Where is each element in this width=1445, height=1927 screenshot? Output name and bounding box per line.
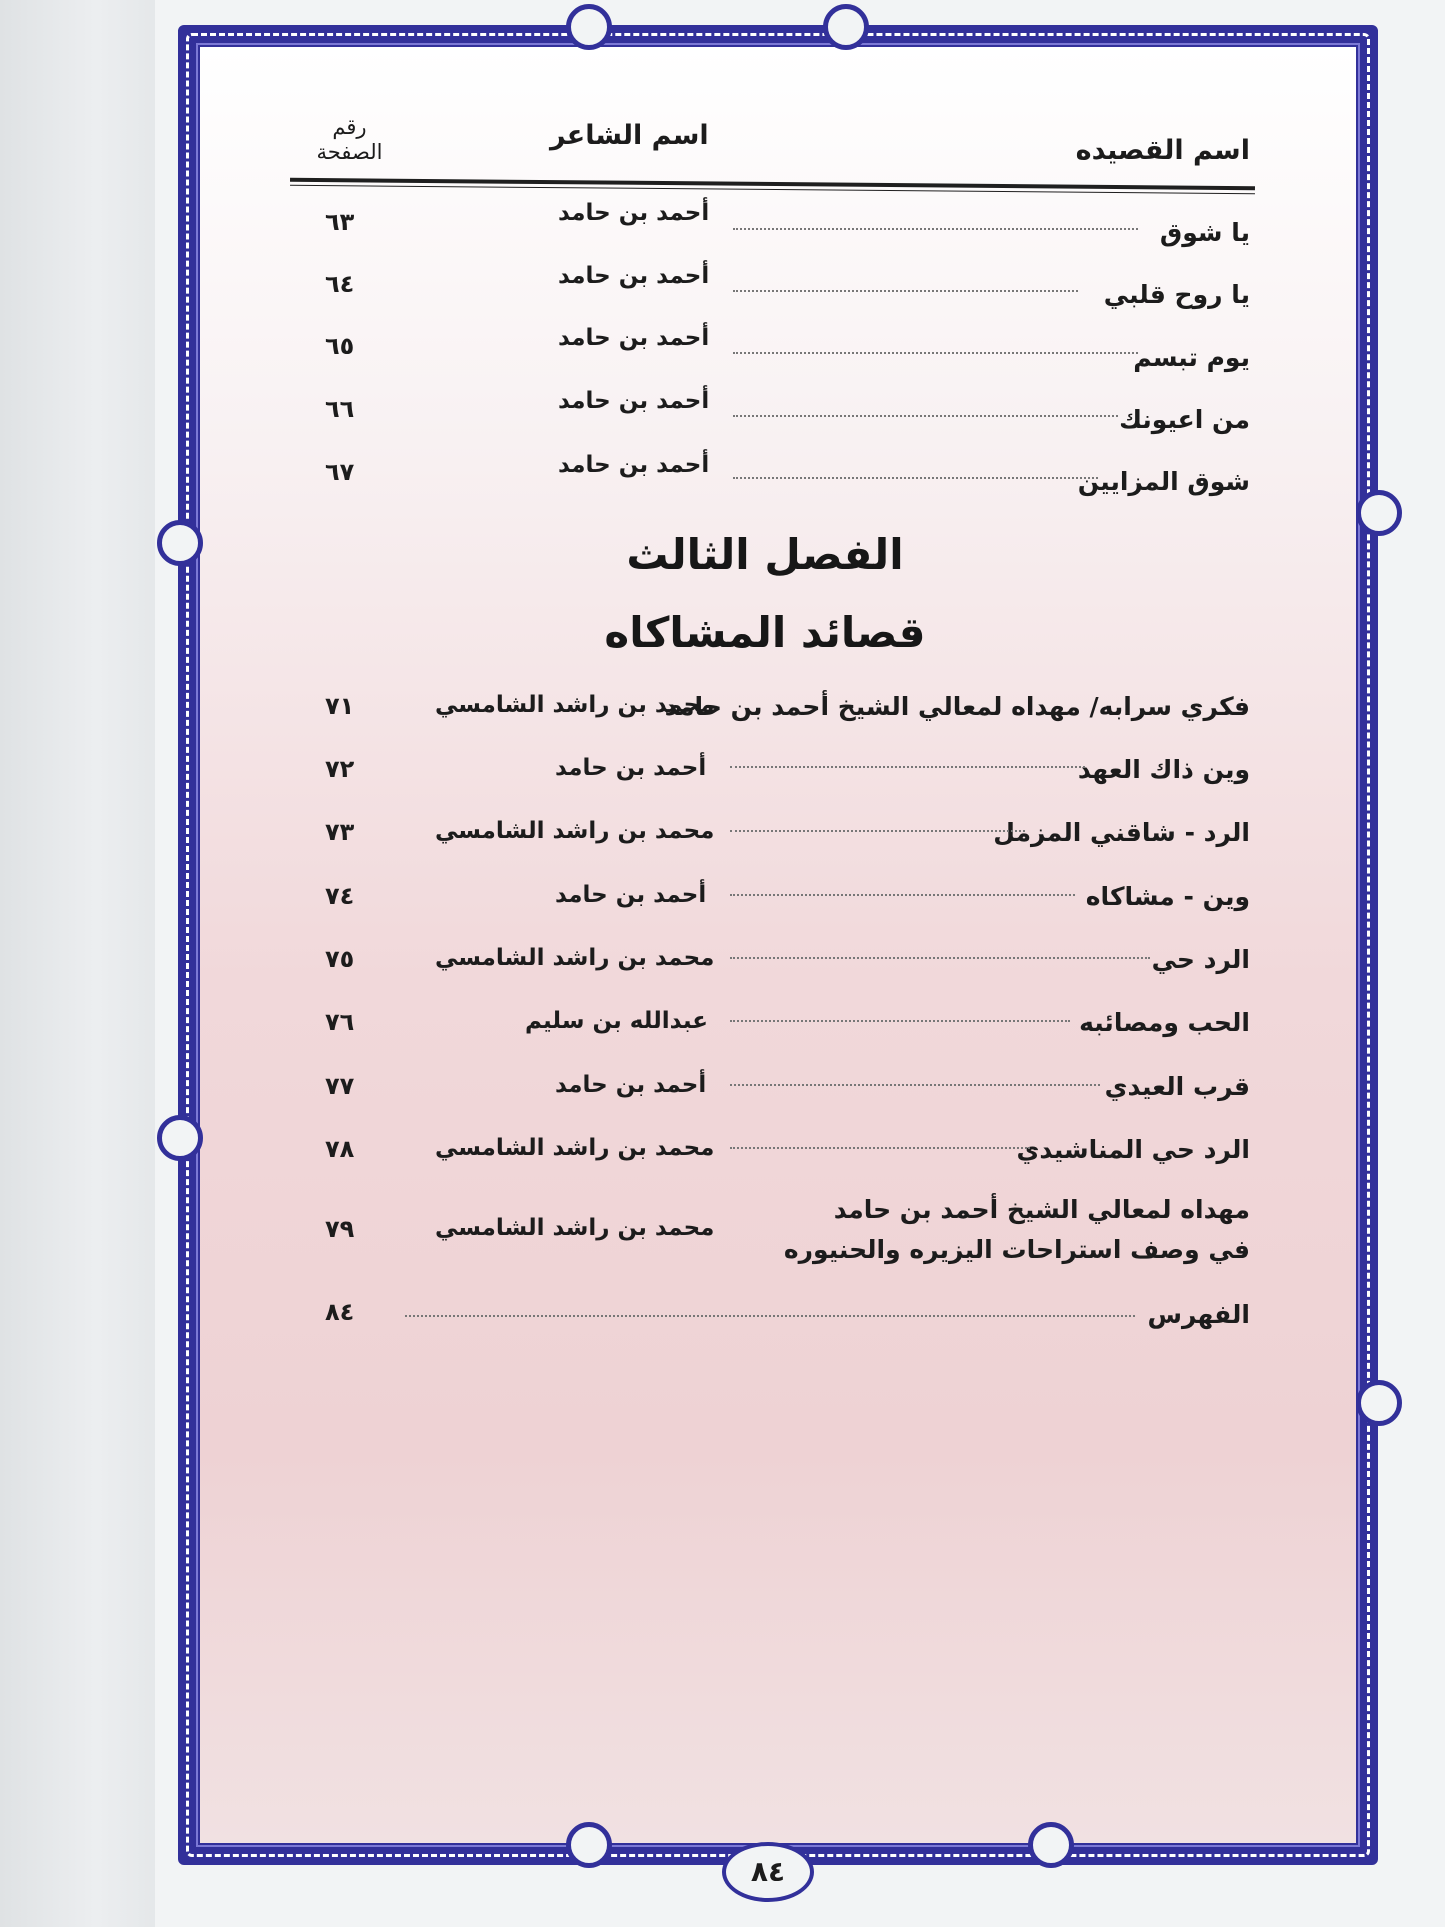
dotted-leader — [730, 1147, 1030, 1149]
dotted-leader — [733, 477, 1098, 479]
dotted-leader — [730, 894, 1075, 896]
poem-title: وين - مشاكاه — [1085, 882, 1250, 911]
page-number: ٦٤ — [325, 270, 355, 298]
border-ornament — [157, 520, 203, 566]
poem-title: وين ذاك العهد — [1077, 755, 1250, 784]
poem-title: يا شوق — [1159, 218, 1250, 247]
border-ornament — [1356, 490, 1402, 536]
chapter-heading: الفصل الثالث — [626, 530, 904, 579]
poet-name: أحمد بن حامد — [555, 755, 707, 781]
poet-name: أحمد بن حامد — [558, 200, 710, 226]
page-number: ٦٧ — [325, 458, 355, 486]
chapter-subheading: قصائد المشاكاه — [604, 608, 926, 657]
page-number: ٧٢ — [325, 755, 355, 783]
dotted-leader — [730, 1020, 1070, 1022]
border-ornament — [1028, 1822, 1074, 1868]
poet-name: أحمد بن حامد — [555, 882, 707, 908]
page-number: ٧٩ — [325, 1215, 355, 1243]
page-number: ٧٤ — [325, 882, 355, 910]
book-binding — [0, 0, 160, 1927]
poem-title: يوم تبسم — [1133, 343, 1250, 372]
dotted-leader — [733, 352, 1138, 354]
page-number: ٧٦ — [325, 1008, 355, 1036]
dotted-leader — [733, 228, 1138, 230]
border-ornament — [566, 1822, 612, 1868]
poet-name: محمد بن راشد الشامسي — [435, 692, 715, 718]
dotted-leader — [730, 1084, 1100, 1086]
poem-title: الفهرس — [1147, 1300, 1250, 1329]
page-number: ٧٧ — [325, 1072, 355, 1100]
table-of-contents — [280, 100, 1250, 1800]
dotted-leader — [730, 957, 1150, 959]
column-header-page: رقم الصفحة — [316, 115, 383, 164]
page-number: ٦٦ — [325, 395, 355, 423]
page-number: ٧٣ — [325, 818, 355, 846]
poet-name: أحمد بن حامد — [558, 452, 710, 478]
poet-name: محمد بن راشد الشامسي — [435, 1135, 715, 1161]
poet-name: عبدالله بن سليم — [525, 1008, 709, 1034]
column-header-poet: اسم الشاعر — [550, 120, 709, 151]
dotted-leader — [730, 830, 1025, 832]
poem-title: من اعيونك — [1119, 405, 1250, 434]
poem-title: الحب ومصائبه — [1079, 1008, 1250, 1037]
folio-page-number: ٨٤ — [722, 1842, 814, 1902]
dotted-leader — [730, 766, 1085, 768]
poet-name: أحمد بن حامد — [555, 1072, 707, 1098]
page-number: ٧٨ — [325, 1135, 355, 1163]
poet-name: أحمد بن حامد — [558, 263, 710, 289]
border-ornament — [157, 1115, 203, 1161]
border-ornament — [823, 4, 869, 50]
dotted-leader — [405, 1315, 1135, 1317]
poem-title: الرد - شاقني المزمل — [993, 818, 1250, 847]
poet-name: محمد بن راشد الشامسي — [435, 818, 715, 844]
dotted-leader — [733, 290, 1078, 292]
border-ornament — [1356, 1380, 1402, 1426]
poem-title: الرد حي — [1151, 945, 1250, 974]
poem-title-continued: في وصف استراحات اليزيره والحنيوره — [783, 1235, 1250, 1264]
page-number: ٦٥ — [325, 332, 355, 360]
poem-title: فكري سرابه/ مهداه لمعالي الشيخ أحمد بن حامد — [664, 692, 1250, 721]
page-number: ٨٤ — [325, 1298, 355, 1326]
poem-title: قرب العيدي — [1104, 1072, 1250, 1101]
poem-title: شوق المزايين — [1077, 467, 1250, 496]
poem-title: الرد حي المناشيدي — [1016, 1135, 1250, 1164]
poet-name: أحمد بن حامد — [558, 388, 710, 414]
poem-title: يا روح قلبي — [1103, 280, 1250, 309]
page-number: ٧١ — [325, 692, 355, 720]
page-number: ٦٣ — [325, 208, 355, 236]
poet-name: محمد بن راشد الشامسي — [435, 945, 715, 971]
poet-name: أحمد بن حامد — [558, 325, 710, 351]
border-ornament — [566, 4, 612, 50]
poet-name: محمد بن راشد الشامسي — [435, 1215, 715, 1241]
dotted-leader — [733, 415, 1118, 417]
poem-title: مهداه لمعالي الشيخ أحمد بن حامد — [833, 1195, 1250, 1224]
column-header-title: اسم القصيده — [1075, 135, 1250, 166]
page-number: ٧٥ — [325, 945, 355, 973]
